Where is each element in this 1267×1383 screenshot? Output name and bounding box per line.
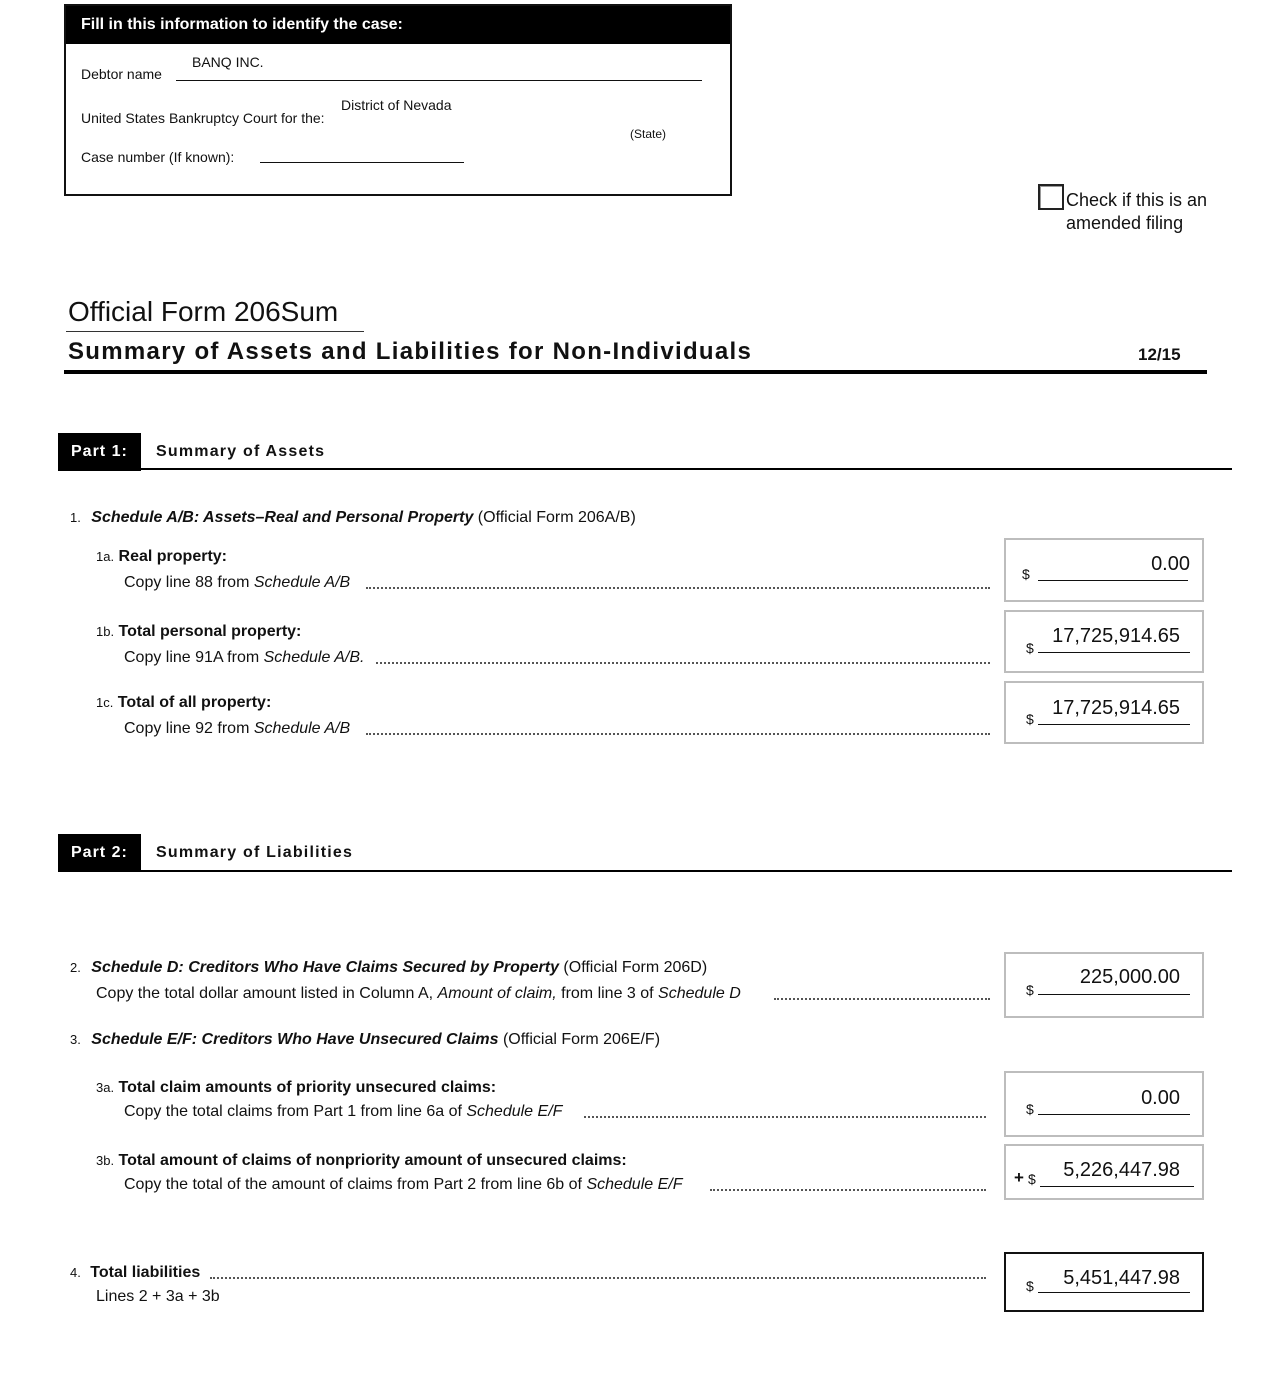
item3-form-ref: (Official Form 206E/F)	[498, 1031, 661, 1048]
item3a-amount-box[interactable]	[1004, 1071, 1204, 1137]
item1a-copy	[124, 573, 350, 593]
part1-name: Summary of Assets	[156, 443, 326, 460]
item1b-title: Total personal property:	[118, 623, 302, 640]
amended-filing-label	[1066, 189, 1207, 235]
item1a-heading	[96, 547, 227, 567]
item1a-copy-ref: Schedule A/B	[253, 574, 351, 591]
item3-heading	[70, 1030, 660, 1050]
item2-amount-line	[1038, 994, 1190, 995]
item3b-amount[interactable]: 5,226,447.98	[1063, 1159, 1180, 1181]
item3a-copy-ref: Schedule E/F	[466, 1103, 563, 1120]
item2-leader	[774, 998, 990, 1000]
form-number-underline	[66, 331, 364, 332]
item2-copy-prefix: Copy the total dollar amount listed in Column A,	[96, 985, 438, 1002]
item3b-copy	[124, 1175, 683, 1195]
item3a-amount[interactable]: 0.00	[1141, 1087, 1180, 1109]
part2-rule	[58, 870, 1232, 872]
item2-copy-ital: Amount of claim,	[437, 985, 557, 1002]
item1a-amount-line	[1038, 580, 1188, 581]
item2-heading	[70, 958, 707, 978]
item3a-heading	[96, 1078, 496, 1098]
item2-dollar-sign: $	[1026, 982, 1034, 998]
case-number-field-line	[260, 162, 464, 163]
amended-label-line1: Check if this is an	[1066, 190, 1208, 210]
case-box-header: Fill in this information to identify the case:	[66, 6, 730, 44]
part1-tag: Part 1:	[58, 433, 141, 471]
item1a-copy-prefix: Copy line 88 from	[124, 574, 254, 591]
amended-label-line2: amended filing	[1066, 213, 1184, 233]
item3b-plus-sign: +	[1014, 1168, 1024, 1187]
item3b-amount-box[interactable]	[1004, 1144, 1204, 1200]
item3a-copy	[124, 1102, 562, 1122]
item1c-amount-box[interactable]	[1004, 681, 1204, 744]
item3a-leader	[584, 1116, 986, 1118]
item1b-amount-line	[1038, 652, 1190, 653]
item3b-copy-prefix: Copy the total of the amount of claims from Part 2 from line 6b of	[124, 1176, 587, 1193]
item1b-leader	[376, 662, 990, 664]
item1b-copy	[124, 648, 364, 668]
item3a-number: 3a.	[96, 1080, 115, 1095]
item2-copy	[96, 984, 741, 1004]
item4-amount[interactable]: 5,451,447.98	[1063, 1267, 1180, 1289]
item1c-title: Total of all property:	[117, 694, 272, 711]
part2-tag: Part 2:	[58, 834, 141, 872]
item3-number: 3.	[70, 1032, 81, 1047]
item2-copy-mid: from line 3 of	[556, 985, 659, 1002]
item2-amount[interactable]: 225,000.00	[1079, 966, 1180, 988]
part1-rule	[58, 468, 1232, 470]
item1c-copy-ref: Schedule A/B	[253, 720, 351, 737]
item1-number: 1.	[70, 510, 81, 525]
item3-title: Schedule E/F: Creditors Who Have Unsecured Claims	[91, 1031, 499, 1048]
item1b-dollar-sign: $	[1026, 640, 1034, 656]
item3b-amount-line	[1040, 1186, 1194, 1187]
item1c-copy	[124, 719, 350, 739]
form-version: 12/15	[1138, 345, 1181, 364]
title-rule	[64, 370, 1207, 374]
item1c-amount-line	[1038, 724, 1190, 725]
item4-subtext: Lines 2 + 3a + 3b	[96, 1288, 220, 1305]
item4-leader	[210, 1277, 986, 1279]
state-label: (State)	[630, 127, 667, 141]
item3a-copy-prefix: Copy the total claims from Part 1 from line 6a of	[124, 1103, 467, 1120]
item1b-amount[interactable]: 17,725,914.65	[1052, 625, 1180, 647]
debtor-name-label: Debtor name	[81, 66, 162, 82]
item3a-title: Total claim amounts of priority unsecured claims:	[118, 1079, 497, 1096]
case-identification-box	[64, 4, 732, 196]
item1c-heading	[96, 693, 271, 713]
item1c-dollar-sign: $	[1026, 711, 1034, 727]
item2-copy-ref: Schedule D	[658, 985, 741, 1002]
item4-amount-box[interactable]	[1004, 1252, 1204, 1312]
item3a-dollar-sign: $	[1026, 1101, 1034, 1117]
item1-heading	[70, 508, 636, 528]
item2-amount-box[interactable]	[1004, 952, 1204, 1018]
item1c-number: 1c.	[96, 695, 114, 710]
item3b-heading	[96, 1151, 627, 1171]
court-label: United States Bankruptcy Court for the:	[81, 110, 325, 126]
court-district-value[interactable]: District of Nevada	[341, 97, 452, 113]
item4-number: 4.	[70, 1265, 81, 1280]
item3a-amount-line	[1038, 1114, 1190, 1115]
item1b-number: 1b.	[96, 624, 115, 639]
item1a-title: Real property:	[118, 548, 227, 565]
item1a-leader	[366, 587, 990, 589]
item1b-heading	[96, 622, 301, 642]
item1-form-ref: (Official Form 206A/B)	[473, 509, 636, 526]
item3b-leader	[710, 1189, 986, 1191]
part2-name: Summary of Liabilities	[156, 844, 354, 861]
item4-amount-line	[1038, 1292, 1190, 1293]
item2-number: 2.	[70, 960, 81, 975]
item1c-leader	[366, 733, 990, 735]
item4-title: Total liabilities	[90, 1264, 201, 1281]
item3b-number: 3b.	[96, 1153, 115, 1168]
item1a-dollar-sign: $	[1022, 566, 1030, 582]
item1-title: Schedule A/B: Assets–Real and Personal Property	[91, 509, 474, 526]
amended-filing-checkbox[interactable]	[1038, 184, 1064, 210]
item1a-amount-box[interactable]	[1004, 538, 1204, 602]
item1b-amount-box[interactable]	[1004, 610, 1204, 673]
case-number-value[interactable]	[262, 144, 462, 162]
case-number-label: Case number (If known):	[81, 149, 235, 165]
item1c-amount[interactable]: 17,725,914.65	[1052, 697, 1180, 719]
item1b-copy-ref: Schedule A/B.	[263, 649, 365, 666]
item2-title: Schedule D: Creditors Who Have Claims Secured by Property	[91, 959, 559, 976]
item4-heading	[70, 1263, 200, 1283]
item1a-number: 1a.	[96, 549, 115, 564]
debtor-name-field-line	[176, 80, 702, 81]
item3b-title: Total amount of claims of nonpriority amount of unsecured claims:	[118, 1152, 627, 1169]
item2-form-ref: (Official Form 206D)	[558, 959, 708, 976]
item1a-amount[interactable]: 0.00	[1151, 553, 1190, 575]
item4-dollar-sign: $	[1026, 1278, 1034, 1294]
form-title: Summary of Assets and Liabilities for Non-Individuals	[68, 338, 753, 365]
item3b-dollar-sign: $	[1028, 1171, 1036, 1187]
debtor-name-value[interactable]: BANQ INC.	[192, 54, 264, 70]
item1b-copy-prefix: Copy line 91A from	[124, 649, 264, 666]
item1c-copy-prefix: Copy line 92 from	[124, 720, 254, 737]
item3b-copy-ref: Schedule E/F	[586, 1176, 683, 1193]
form-number: Official Form 206Sum	[68, 296, 339, 327]
